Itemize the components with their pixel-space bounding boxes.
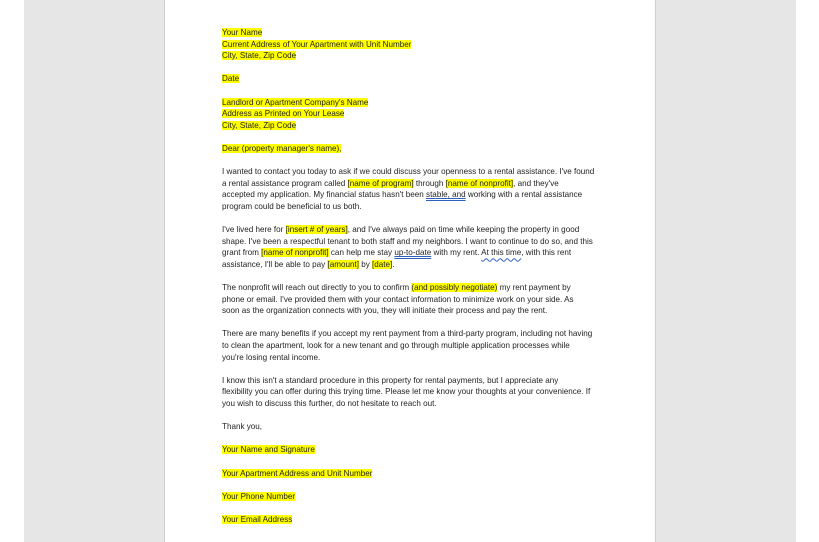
p5-line-3: you wish to discuss this further, do not hesitate to reach out. (222, 399, 437, 408)
p4-line-2: to clean the apartment, look for a new tenant and go through multiple application processes while (222, 341, 570, 351)
signature-phone: Your Phone Number (222, 491, 296, 501)
sender-address-line (222, 39, 607, 51)
sender-city: City, State, Zip Code (222, 51, 297, 61)
grammar-flag-stable[interactable]: stable, and (426, 190, 466, 200)
p4-line-1: There are many benefits if you accept my rent payment from a third-party program, including not having (222, 329, 593, 339)
placeholder-negotiate: (and possibly negotiate) (411, 283, 498, 293)
p1-line-2: a rental assistance program called [name of program] through [name of nonprofit], and they've (222, 178, 559, 188)
recipient-city: City, State, Zip Code (222, 120, 297, 130)
p3-line-3: soon as the organization connects with you, they will initiate their process and pay the rent. (222, 306, 548, 316)
sender-name: Your Name (222, 28, 263, 37)
p1-line-3: accepted my application. My financial status hasn't been stable, and working with a rental assistance (222, 190, 583, 200)
paragraph-1 (222, 166, 607, 212)
p2-line-1: I've lived here for [insert # of years], and I've always paid on time while keeping the property in good (222, 225, 580, 235)
letter-date: Date (222, 74, 240, 84)
signature-name-line (222, 444, 607, 456)
signature-email-line (222, 514, 607, 526)
sender-name-line (222, 27, 607, 39)
paragraph-5 (222, 375, 607, 410)
signature-email: Your Email Address (222, 514, 293, 524)
placeholder-date: [date] (372, 259, 393, 269)
paragraph-4 (222, 328, 607, 363)
sender-city-line (222, 50, 607, 62)
signature-address-line (222, 468, 607, 480)
placeholder-program: [name of program] (347, 178, 414, 188)
signature-name: Your Name and Signature (222, 445, 315, 455)
placeholder-years: [insert # of years] (285, 225, 348, 235)
p1-line-1: I wanted to contact you today to ask if we could discuss your openness to a rental assistance. I've found (222, 167, 595, 177)
placeholder-nonprofit: [name of nonprofit] (445, 178, 514, 188)
salutation-line (222, 143, 607, 155)
recipient-name-line (222, 97, 607, 109)
recipient-address-line (222, 108, 607, 120)
signature-address: Your Apartment Address and Unit Number (222, 468, 373, 478)
p5-line-1: I know this isn't a standard procedure in this property for rental payments, but I appreciate any (222, 375, 559, 385)
recipient-name: Landlord or Apartment Company's Name (222, 97, 369, 107)
placeholder-amount: [amount] (327, 259, 359, 269)
p4-line-3: you're losing rental income. (222, 352, 321, 362)
closing: Thank you, (222, 422, 263, 432)
left-gutter (24, 0, 164, 542)
p3-line-1: The nonprofit will reach out directly to you to confirm (and possibly negotiate) my rent payment by (222, 283, 571, 293)
letter-body[interactable] (222, 27, 607, 526)
p2-line-2: shape. I've been a respectful tenant to both staff and my neighbors. I want to continue to do so, and this (222, 236, 593, 246)
placeholder-nonprofit-2: [name of nonprofit] (261, 248, 329, 258)
grammar-flag-up-to-date[interactable]: up-to-date (394, 248, 432, 258)
signature-phone-line (222, 491, 607, 503)
recipient-address: Address as Printed on Your Lease (222, 109, 345, 119)
paragraph-2 (222, 224, 607, 270)
recipient-city-line (222, 120, 607, 132)
grammar-flag-at-this-time[interactable]: At this time (481, 248, 522, 258)
p2-line-3: grant from [name of nonprofit] can help me stay up-to-date with my rent. At this time, with this rent (222, 248, 572, 258)
salutation: Dear (property manager's name), (222, 143, 342, 153)
p3-line-2: phone or email. I've provided them with your contact information to minimize work on your side. As (222, 294, 574, 304)
document-page[interactable] (164, 0, 656, 542)
right-gutter (656, 0, 796, 542)
p1-line-4: program could be beneficial to us both. (222, 201, 362, 211)
p2-line-4: assistance, I'll be able to pay [amount] by [date]. (222, 259, 395, 269)
sender-address: Current Address of Your Apartment with Unit Number (222, 39, 412, 49)
date-line (222, 73, 607, 85)
paragraph-3 (222, 282, 607, 317)
p5-line-2: flexibility you can offer during this trying time. Please let me know your thoughts at your convenience. If (222, 387, 591, 397)
